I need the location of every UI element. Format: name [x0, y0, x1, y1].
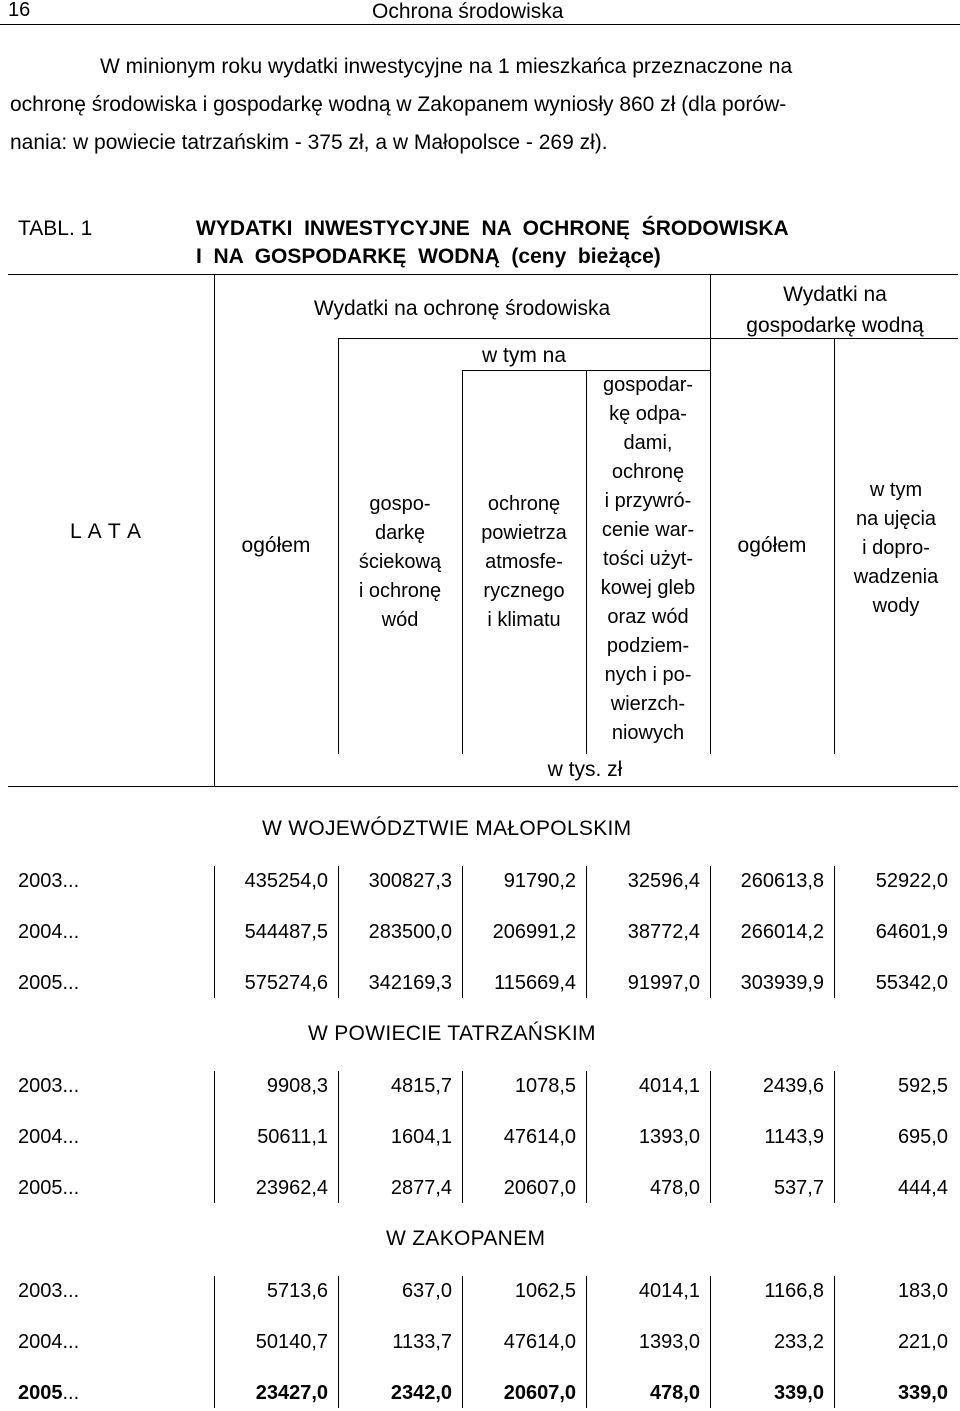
cell-water-intake: 444,4: [897, 1177, 948, 1199]
section-title: Ochrona środowiska: [372, 0, 564, 23]
section-title-malopolska: W WOJEWÓDZTWIE MAŁOPOLSKIM: [262, 817, 632, 840]
cell-air: 20607,0: [503, 1382, 576, 1404]
cell-ogolem-water: 233,2: [773, 1331, 824, 1353]
cell-sewage: 342169,3: [368, 972, 452, 994]
cell-water-intake: 695,0: [897, 1126, 948, 1148]
cell-ogolem-water: 2439,6: [762, 1075, 824, 1097]
cell-sewage: 2877,4: [390, 1177, 452, 1199]
cell-ogolem-water: 1143,9: [764, 1126, 824, 1148]
header-lata: L A T A: [70, 520, 143, 543]
cell-waste: 91997,0: [627, 972, 700, 994]
cell-air: 47614,0: [503, 1126, 576, 1148]
cell-air: 115669,4: [494, 972, 576, 994]
cell-water-intake: 339,0: [897, 1382, 948, 1404]
cell-ogolem-water: 266014,2: [740, 921, 824, 943]
row-year: 2004...: [18, 921, 80, 943]
intro-line-2: ochronę środowiska i gospodarkę wodną w Zakopanem wyniosły 860 zł (dla porów-: [10, 93, 787, 116]
page-number: 16: [8, 0, 31, 21]
row-year: 2003...: [18, 1280, 80, 1302]
header-unit: w tys. zł: [547, 758, 623, 781]
header-air: ochronę powietrza atmosfe- rycznego i klimatu: [481, 493, 567, 631]
table-label: TABL. 1: [18, 217, 93, 240]
row-year: 2004...: [18, 1331, 80, 1353]
cell-waste: 1393,0: [638, 1331, 700, 1353]
cell-waste: 32596,4: [627, 870, 700, 892]
cell-ogolem-env: 575274,6: [244, 972, 328, 994]
cell-waste: 478,0: [649, 1382, 700, 1404]
section-title-tatrzanski: W POWIECIE TATRZAŃSKIM: [308, 1022, 596, 1045]
cell-ogolem-water: 260613,8: [740, 870, 824, 892]
cell-water-intake: 64601,9: [875, 921, 948, 943]
cell-ogolem-water: 339,0: [773, 1382, 824, 1404]
row-year: 2005...: [18, 1382, 80, 1404]
cell-air: 1062,5: [514, 1280, 576, 1302]
row-year: 2005...: [18, 972, 80, 994]
cell-waste: 4014,1: [638, 1280, 700, 1302]
header-sewage: gospo- darkę ściekową i ochronę wód: [358, 493, 442, 631]
row-year: 2005...: [18, 1177, 80, 1199]
cell-ogolem-env: 50611,1: [257, 1126, 328, 1148]
header-water-intake: w tym na ujęcia i dopro- wadzenia wody: [853, 479, 939, 617]
cell-air: 20607,0: [503, 1177, 576, 1199]
header-rule: [0, 24, 960, 25]
cell-sewage: 637,0: [401, 1280, 452, 1302]
cell-ogolem-env: 23962,4: [255, 1177, 328, 1199]
cell-water-intake: 592,5: [897, 1075, 948, 1097]
cell-sewage: 4815,7: [390, 1075, 452, 1097]
cell-air: 1078,5: [514, 1075, 576, 1097]
cell-waste: 1393,0: [638, 1126, 700, 1148]
intro-line-3: nania: w powiecie tatrzańskim - 375 zł, a w Małopolsce - 269 zł).: [10, 131, 608, 154]
cell-ogolem-env: 544487,5: [244, 921, 328, 943]
cell-sewage: 2342,0: [390, 1382, 452, 1404]
header-waste: gospodar- kę odpa- dami, ochronę i przywró- cenie war- tości użyt- kowej gleb oraz wód podziem- nych i po- wierzch- niowych: [600, 374, 696, 744]
cell-water-intake: 55342,0: [875, 972, 948, 994]
cell-air: 91790,2: [503, 870, 576, 892]
header-water-group-line-1: Wydatki na: [783, 283, 887, 306]
cell-water-intake: 52922,0: [875, 870, 948, 892]
cell-water-intake: 221,0: [897, 1331, 948, 1353]
cell-sewage: 283500,0: [368, 921, 452, 943]
cell-water-intake: 183,0: [897, 1280, 948, 1302]
cell-ogolem-env: 5713,6: [266, 1280, 328, 1302]
header-ogolem-water: ogółem: [737, 534, 807, 557]
cell-air: 47614,0: [503, 1331, 576, 1353]
table-title-line-2: I NA GOSPODARKĘ WODNĄ (ceny bieżące): [196, 245, 661, 268]
table-title-line-1: WYDATKI INWESTYCYJNE NA OCHRONĘ ŚRODOWISKA: [196, 217, 789, 240]
header-env-group: Wydatki na ochronę środowiska: [313, 297, 611, 320]
cell-ogolem-env: 9908,3: [266, 1075, 328, 1097]
cell-ogolem-env: 50140,7: [255, 1331, 328, 1353]
cell-ogolem-water: 537,7: [773, 1177, 824, 1199]
header-water-group-line-2: gospodarkę wodną: [746, 314, 924, 337]
row-year: 2003...: [18, 870, 80, 892]
row-year: 2003...: [18, 1075, 80, 1097]
cell-sewage: 300827,3: [368, 870, 452, 892]
cell-ogolem-water: 303939,9: [740, 972, 824, 994]
header-w-tym-na: w tym na: [481, 344, 567, 367]
cell-waste: 38772,4: [627, 921, 700, 943]
row-year: 2004...: [18, 1126, 80, 1148]
cell-sewage: 1604,1: [390, 1126, 452, 1148]
cell-air: 206991,2: [492, 921, 576, 943]
cell-waste: 478,0: [649, 1177, 700, 1199]
cell-ogolem-water: 1166,8: [764, 1280, 824, 1302]
header-ogolem-env: ogółem: [241, 534, 311, 557]
intro-line-1: W minionym roku wydatki inwestycyjne na 1 mieszkańca przeznaczone na: [100, 55, 793, 78]
cell-ogolem-env: 23427,0: [255, 1382, 328, 1404]
cell-waste: 4014,1: [638, 1075, 700, 1097]
cell-sewage: 1133,7: [392, 1331, 452, 1353]
section-title-zakopane: W ZAKOPANEM: [386, 1227, 546, 1250]
cell-ogolem-env: 435254,0: [244, 870, 328, 892]
